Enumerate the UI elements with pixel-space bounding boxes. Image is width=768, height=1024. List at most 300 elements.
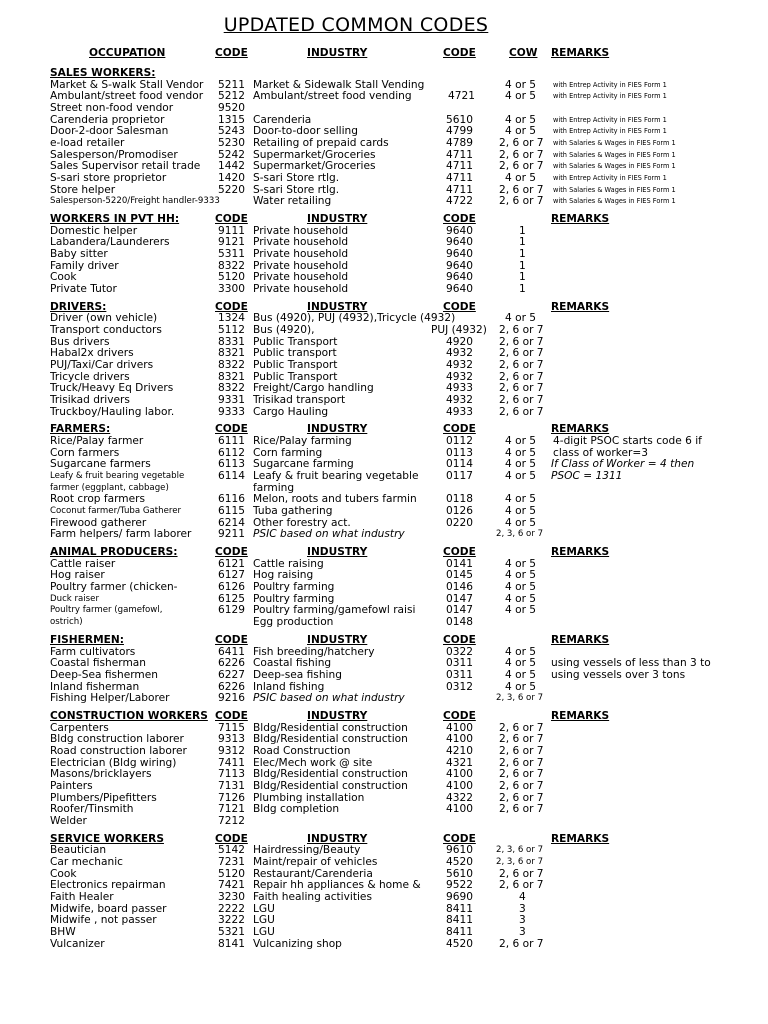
table-row-code: 5112 xyxy=(218,324,245,337)
table-row-occupation: Cook xyxy=(50,271,77,284)
table-row-code2: 4520 xyxy=(446,937,473,950)
table-row-industry: Repair hh appliances & home & xyxy=(253,879,421,892)
col-header-remarks: REMARKS xyxy=(551,832,610,845)
table-row-industry: Poultry farming xyxy=(253,592,335,605)
table-row-cow: 4 or 5 xyxy=(505,470,537,483)
table-row-remarks: 4-digit PSOC starts code 6 if xyxy=(553,435,702,448)
table-row-occupation: Family driver xyxy=(50,259,119,272)
table-row-occupation: Market & S-walk Stall Vendor xyxy=(50,78,204,91)
table-row-cow: 2, 6 or 7 xyxy=(499,195,544,208)
table-row-occupation: Bldg construction laborer xyxy=(50,733,184,746)
table-row-code: 7126 xyxy=(218,791,245,804)
col-header-remarks: REMARKS xyxy=(551,710,610,722)
table-row-occupation: Truck/Heavy Eq Drivers xyxy=(50,382,174,395)
table-row-industry: LGU xyxy=(253,902,275,915)
table-row-code: 8321 xyxy=(218,370,245,383)
table-row-remarks: with Entrep Activity in FIES Form 1 xyxy=(553,92,667,101)
table-row-code2: 9640 xyxy=(446,236,473,249)
table-row-cow: 2, 6 or 7 xyxy=(499,937,544,950)
table-row-industry: Melon, roots and tubers farmin xyxy=(253,493,417,506)
table-row-cow: 2, 3, 6 or 7 xyxy=(496,857,544,867)
table-row-cow: 4 or 5 xyxy=(505,435,537,448)
table-row-cow: 2, 6 or 7 xyxy=(499,359,544,371)
page-title: UPDATED COMMON CODES xyxy=(223,14,489,36)
table-row-industry: Public Transport xyxy=(253,359,338,371)
col-header-remarks: REMARKS xyxy=(551,633,610,646)
table-row-cow: 2, 3, 6 or 7 xyxy=(496,529,544,540)
table-row-code: 6116 xyxy=(218,493,245,506)
table-row-code2: 0311 xyxy=(446,668,473,681)
table-row-code: 8331 xyxy=(218,335,245,348)
col-header-remarks: REMARKS xyxy=(551,300,610,313)
section-title: WORKERS IN PVT HH: xyxy=(50,213,180,225)
table-row-occupation: Car mechanic xyxy=(50,856,123,868)
table-row-code: 5212 xyxy=(218,90,245,103)
table-row-code2: 9640 xyxy=(446,224,473,237)
col-header-remarks: REMARKS xyxy=(551,546,610,559)
table-row-code2: 9640 xyxy=(446,247,473,260)
table-row-code: 6111 xyxy=(218,435,245,448)
table-row-occupation: Poultry farmer (gamefowl, xyxy=(50,605,163,616)
table-row-code2: 4799 xyxy=(446,125,473,138)
table-row-cow: 4 or 5 xyxy=(505,171,537,184)
table-row-industry: Bldg/Residential construction xyxy=(253,779,408,792)
col-header-code2: CODE xyxy=(443,710,476,722)
table-row-code2: 4920 xyxy=(446,335,473,348)
table-row-code2: 0322 xyxy=(446,645,473,658)
table-row-occupation: Rice/Palay farmer xyxy=(50,435,144,448)
table-row-occupation: Root crop farmers xyxy=(50,493,145,506)
table-row-industry: Supermarket/Groceries xyxy=(253,148,376,161)
table-row-cow: 1 xyxy=(519,259,526,272)
table-row-industry: Fish breeding/hatchery xyxy=(253,645,375,658)
table-row-cow: 1 xyxy=(519,247,526,260)
table-row-cow: 2, 6 or 7 xyxy=(499,791,544,804)
table-row-occupation: Farm cultivators xyxy=(50,645,136,658)
table-row-occupation: Transport conductors xyxy=(50,324,162,337)
table-row-occupation: Duck raiser xyxy=(50,593,99,604)
table-row-cow: 3 xyxy=(519,925,526,938)
table-row-code: 1315 xyxy=(218,113,245,126)
table-row-occupation: Carpenters xyxy=(50,721,109,734)
table-row-cow: 2, 6 or 7 xyxy=(499,779,544,792)
table-row-code: 7411 xyxy=(218,756,245,769)
table-row-industry: Market & Sidewalk Stall Vending xyxy=(253,78,425,91)
table-row-code: 9211 xyxy=(218,528,245,541)
table-row-remarks: with Salaries & Wages in FIES Form 1 xyxy=(553,150,676,159)
table-row-occupation: Cattle raiser xyxy=(50,557,116,570)
table-row-code2: 4100 xyxy=(446,721,473,734)
table-row-code2: 8411 xyxy=(446,925,473,938)
table-row-industry: Sugarcane farming xyxy=(253,458,354,471)
table-row-occupation: Electrician (Bldg wiring) xyxy=(50,756,177,769)
table-row-code: 8141 xyxy=(218,937,245,950)
table-row-code: 5242 xyxy=(218,148,245,161)
table-row-code2: 0126 xyxy=(446,505,473,517)
table-row-industry: Hairdressing/Beauty xyxy=(253,844,361,857)
table-row-cow: 3 xyxy=(519,914,526,927)
col-header-code: CODE xyxy=(215,423,248,436)
table-row-industry: Freight/Cargo handling xyxy=(253,382,374,395)
table-row-industry: Cattle raising xyxy=(253,557,324,570)
table-row-code2: 4711 xyxy=(446,171,473,184)
table-row-industry: Cargo Hauling xyxy=(253,405,329,418)
table-row-occupation: ostrich) xyxy=(50,617,83,628)
table-row-code: 7131 xyxy=(218,779,245,792)
table-row-cow: 2, 6 or 7 xyxy=(499,721,544,734)
table-row-cow: 4 or 5 xyxy=(505,78,537,91)
table-row-industry: Coastal fishing xyxy=(253,657,332,670)
table-row-occupation: BHW xyxy=(50,925,76,938)
table-row-cow: 4 or 5 xyxy=(505,557,537,570)
col-header-code2: CODE xyxy=(443,423,476,436)
table-row-cow: 4 or 5 xyxy=(505,113,537,126)
table-row-code2: 4711 xyxy=(446,148,473,161)
table-row-code2: 4711 xyxy=(446,183,473,196)
table-row-code2: 4932 xyxy=(446,359,473,371)
table-row-occupation: Midwife, board passer xyxy=(50,902,167,915)
col-header-code2: CODE xyxy=(443,47,476,59)
table-row-occupation: Vulcanizer xyxy=(50,937,105,950)
table-row-code: 9313 xyxy=(218,733,245,746)
table-row-industry: Bldg/Residential construction xyxy=(253,733,408,746)
table-row-industry: Inland fishing xyxy=(253,680,325,693)
table-row-code: 3230 xyxy=(218,890,245,903)
table-row-code2: 0118 xyxy=(446,493,473,506)
table-row-code: 6227 xyxy=(218,668,245,681)
col-header-code2: CODE xyxy=(443,832,476,845)
table-row-industry: Bldg/Residential construction xyxy=(253,721,408,734)
table-row-code2: 4100 xyxy=(446,779,473,792)
table-row-code2: 4721 xyxy=(448,90,475,103)
table-row-occupation: Faith Healer xyxy=(50,890,114,903)
table-row-cow: 4 or 5 xyxy=(505,493,537,506)
table-row-cow: 4 or 5 xyxy=(505,516,537,529)
table-row-code: 6112 xyxy=(218,446,245,459)
table-row-code2: 4322 xyxy=(446,791,473,804)
table-row-code2: 5610 xyxy=(446,867,473,880)
col-header-remarks: REMARKS xyxy=(551,423,610,436)
table-row-code2: 4932 xyxy=(446,370,473,383)
table-row-code2: 4932 xyxy=(446,347,473,360)
table-row-code2: 0311 xyxy=(446,657,473,670)
table-row-industry: Corn farming xyxy=(253,446,323,459)
table-row-code2: 4520 xyxy=(446,856,473,868)
table-row-code2: 8411 xyxy=(446,914,473,927)
table-row-code: 6129 xyxy=(218,604,245,617)
table-row-occupation: Domestic helper xyxy=(50,224,138,237)
table-row-occupation: Habal2x drivers xyxy=(50,347,134,360)
table-row-cow: 2, 6 or 7 xyxy=(499,879,544,892)
table-row-industry: Private household xyxy=(253,247,349,260)
table-row-remarks: with Entrep Activity in FIES Form 1 xyxy=(553,173,667,182)
section-title: FISHERMEN: xyxy=(50,633,124,646)
table-row-industry: Private household xyxy=(253,236,349,249)
table-row-industry: Elec/Mech work @ site xyxy=(253,756,373,769)
table-row-remarks: class of worker=3 xyxy=(553,446,648,459)
table-row-industry: Plumbing installation xyxy=(253,791,365,804)
col-header-industry: INDUSTRY xyxy=(307,423,368,436)
table-row-code: 2222 xyxy=(218,902,245,915)
table-row-cow: 2, 6 or 7 xyxy=(499,867,544,880)
table-row-code: 6127 xyxy=(218,569,245,582)
table-row-remarks: with Salaries & Wages in FIES Form 1 xyxy=(553,138,676,147)
col-header-industry: INDUSTRY xyxy=(307,300,368,313)
table-row-code: 7115 xyxy=(218,721,245,734)
table-row-occupation: Salesperson/Promodiser xyxy=(50,148,178,161)
table-row-industry: Bus (4920), xyxy=(253,324,315,337)
table-row-occupation: Door-2-door Salesman xyxy=(50,125,169,138)
table-row-code2: 0146 xyxy=(446,581,473,594)
table-row-industry: Vulcanizing shop xyxy=(253,937,342,950)
table-row-code: 8322 xyxy=(218,259,245,272)
table-row-occupation: S-sari store proprietor xyxy=(50,171,167,184)
table-row-cow: 2, 3, 6 or 7 xyxy=(496,845,544,856)
table-row-cow: 2, 6 or 7 xyxy=(499,803,544,816)
table-row-occupation: Inland fisherman xyxy=(50,680,140,693)
table-row-cow: 2, 6 or 7 xyxy=(499,382,544,395)
table-row-remarks: with Salaries & Wages in FIES Form 1 xyxy=(553,185,676,194)
col-header-code: CODE xyxy=(215,832,248,845)
table-row-occupation: Tricycle drivers xyxy=(50,370,130,383)
table-row-code: 7231 xyxy=(218,856,245,868)
table-row-code: 6411 xyxy=(218,645,245,658)
table-row-code2: 4321 xyxy=(446,756,473,769)
table-row-code: 8322 xyxy=(218,359,245,371)
table-row-occupation: Bus drivers xyxy=(50,335,110,348)
table-row-industry: Other forestry act. xyxy=(253,516,351,529)
table-row-code: 5230 xyxy=(218,136,245,149)
table-row-cow: 2, 6 or 7 xyxy=(499,183,544,196)
table-row-code: 6214 xyxy=(218,516,245,529)
table-row-remarks: with Entrep Activity in FIES Form 1 xyxy=(553,115,667,124)
table-row-code: 5120 xyxy=(218,867,245,880)
table-row-occupation: Private Tutor xyxy=(50,282,117,295)
table-row-occupation: Cook xyxy=(50,867,77,880)
col-header-cow: COW xyxy=(509,47,538,59)
section-title: CONSTRUCTION WORKERS xyxy=(50,710,208,722)
table-row-remarks: using vessels of less than 3 to xyxy=(551,657,711,670)
table-row-industry: S-sari Store rtlg. xyxy=(253,171,340,184)
col-header-code: CODE xyxy=(215,633,248,646)
table-row-remarks: with Salaries & Wages in FIES Form 1 xyxy=(553,197,676,206)
table-row-industry: Carenderia xyxy=(253,113,312,126)
table-row-industry: S-sari Store rtlg. xyxy=(253,183,340,196)
table-row-code2: 0117 xyxy=(446,470,473,483)
table-row-industry: Ambulant/street food vending xyxy=(253,90,412,103)
table-row-industry: Trisikad transport xyxy=(253,393,346,406)
section-title: SERVICE WORKERS xyxy=(50,832,164,845)
table-row-occupation: Firewood gatherer xyxy=(50,516,147,529)
col-header-industry: INDUSTRY xyxy=(307,213,368,225)
table-row-industry: Faith healing activities xyxy=(253,890,372,903)
table-row-cow: 4 xyxy=(519,890,526,903)
table-row-industry: Egg production xyxy=(253,616,334,629)
table-row-remarks: with Entrep Activity in FIES Form 1 xyxy=(553,80,667,89)
table-row-cow: 1 xyxy=(519,236,526,249)
table-row-cow: 4 or 5 xyxy=(505,458,537,471)
table-row-cow: 2, 6 or 7 xyxy=(499,335,544,348)
section-title: ANIMAL PRODUCERS: xyxy=(50,546,178,559)
table-row-occupation: Street non-food vendor xyxy=(50,101,174,114)
table-row-code: 7421 xyxy=(218,879,245,892)
table-row-remarks: with Entrep Activity in FIES Form 1 xyxy=(553,127,667,136)
table-row-industry: Bldg completion xyxy=(253,803,340,816)
table-row-cow: 4 or 5 xyxy=(505,125,537,138)
table-row-industry: Poultry farming/gamefowl raisi xyxy=(253,604,416,617)
table-row-occupation: Poultry farmer (chicken- xyxy=(50,581,178,594)
table-row-industry: Supermarket/Groceries xyxy=(253,160,376,173)
table-row-industry: Public Transport xyxy=(253,370,338,383)
table-row-code2: 0147 xyxy=(446,592,473,605)
table-row-code: 8322 xyxy=(218,382,245,395)
table-row-occupation: Beautician xyxy=(50,844,107,857)
table-row-code2: 9640 xyxy=(446,259,473,272)
table-row-code2: 4100 xyxy=(446,768,473,781)
table-row-code: 7121 xyxy=(218,803,245,816)
col-header-code2: CODE xyxy=(443,213,476,225)
table-row-code2: 0145 xyxy=(446,569,473,582)
table-row-code2: 4100 xyxy=(446,733,473,746)
col-header-occupation: OCCUPATION xyxy=(89,47,166,59)
table-row-occupation: Road construction laborer xyxy=(50,744,187,757)
table-row-code2: 0312 xyxy=(446,680,473,693)
table-row-code: 6125 xyxy=(218,592,245,605)
table-row-occupation: Coastal fisherman xyxy=(50,657,146,670)
table-row-cow: 2, 6 or 7 xyxy=(499,405,544,418)
table-row-industry: Maint/repair of vehicles xyxy=(253,856,378,868)
col-header-code: CODE xyxy=(215,47,248,59)
table-row-code: 5321 xyxy=(218,925,245,938)
table-row-code2: 9522 xyxy=(446,879,473,892)
table-row-occupation: Store helper xyxy=(50,183,116,196)
table-row-code: 6126 xyxy=(218,581,245,594)
table-row-code: 5311 xyxy=(218,247,245,260)
table-row-occupation: Hog raiser xyxy=(50,569,105,582)
table-row-code2: 9640 xyxy=(446,271,473,284)
col-header-industry: INDUSTRY xyxy=(307,546,368,559)
table-row-cow: 2, 6 or 7 xyxy=(499,756,544,769)
table-row-occupation: Deep-Sea fishermen xyxy=(50,668,158,681)
table-row-industry: PSIC based on what industry xyxy=(253,692,405,705)
table-row-industry: farming xyxy=(253,481,295,494)
table-row-code: 6115 xyxy=(218,505,245,517)
table-row-code2: 0112 xyxy=(446,435,473,448)
table-row-code: 1420 xyxy=(218,171,245,184)
table-row-cow: 4 or 5 xyxy=(505,645,537,658)
table-row-code2: 4722 xyxy=(446,195,473,208)
table-row-code2: 9610 xyxy=(446,844,473,857)
col-header-code: CODE xyxy=(215,710,248,722)
table-row-cow: 2, 6 or 7 xyxy=(499,160,544,173)
table-row-industry: Private household xyxy=(253,282,349,295)
table-row-industry: Private household xyxy=(253,271,349,284)
table-row-code2: 0141 xyxy=(446,557,473,570)
table-row-code: 9111 xyxy=(218,224,245,237)
table-row-industry: Road Construction xyxy=(253,744,351,757)
table-row-industry: Restaurant/Carenderia xyxy=(253,867,373,880)
table-row-cow: 4 or 5 xyxy=(505,505,537,517)
table-row-cow: 4 or 5 xyxy=(505,90,537,103)
table-row-code: 5142 xyxy=(218,844,245,857)
table-row-cow: 1 xyxy=(519,224,526,237)
table-row-cow: 4 or 5 xyxy=(505,446,537,459)
table-row-occupation: Driver (own vehicle) xyxy=(50,312,158,325)
table-row-code2: 4789 xyxy=(446,136,473,149)
table-row-occupation: Electronics repairman xyxy=(50,879,166,892)
table-row-code: 3300 xyxy=(218,282,245,295)
table-row-code: 1442 xyxy=(218,160,245,173)
table-row-code: 9121 xyxy=(218,236,245,249)
table-row-cow: 4 or 5 xyxy=(505,604,537,617)
table-row-code: 6121 xyxy=(218,557,245,570)
table-row-industry: Private household xyxy=(253,224,349,237)
table-row-cow: 2, 6 or 7 xyxy=(499,136,544,149)
table-row-code: 9333 xyxy=(218,405,245,418)
table-row-industry: LGU xyxy=(253,914,275,927)
table-row-occupation: Carenderia proprietor xyxy=(50,113,165,126)
table-row-occupation: Painters xyxy=(50,779,93,792)
table-row-code: 8321 xyxy=(218,347,245,360)
table-row-code: 3222 xyxy=(218,914,245,927)
table-row-industry: Door-to-door selling xyxy=(253,125,358,138)
table-row-cow: 2, 6 or 7 xyxy=(499,733,544,746)
table-row-industry: Deep-sea fishing xyxy=(253,668,342,681)
table-row-cow: 4 or 5 xyxy=(505,592,537,605)
table-row-code: 6114 xyxy=(218,470,245,483)
section-title: DRIVERS: xyxy=(50,300,107,313)
table-row-cow: 2, 6 or 7 xyxy=(499,370,544,383)
table-row-code: 5243 xyxy=(218,125,245,138)
col-header-remarks: REMARKS xyxy=(551,213,610,225)
table-row-industry: Tuba gathering xyxy=(253,505,333,517)
table-row-occupation: Truckboy/Hauling labor. xyxy=(50,405,175,418)
section-title: SALES WORKERS: xyxy=(50,67,156,79)
table-row-code2: 4933 xyxy=(446,382,473,395)
col-header-code: CODE xyxy=(215,300,248,313)
table-row-cow: 4 or 5 xyxy=(505,668,537,681)
table-row-occupation: Sales Supervisor retail trade xyxy=(50,160,201,173)
table-row-industry: Water retailing xyxy=(253,195,332,208)
table-row-industry: Bus (4920), PUJ (4932),Tricycle (4932) xyxy=(253,312,456,325)
table-row-industry: Bldg/Residential construction xyxy=(253,768,408,781)
table-row-industry: LGU xyxy=(253,925,275,938)
table-row-cow: 2, 6 or 7 xyxy=(499,324,544,337)
table-row-code2: 0113 xyxy=(446,446,473,459)
table-row-industry: Hog raising xyxy=(253,569,314,582)
table-row-code: 6113 xyxy=(218,458,245,471)
table-row-occupation: Farm helpers/ farm laborer xyxy=(50,528,192,541)
table-row-occupation: Corn farmers xyxy=(50,446,120,459)
table-row-industry: Poultry farming xyxy=(253,581,335,594)
table-row-code: 6226 xyxy=(218,657,245,670)
table-row-cow: 2, 3, 6 or 7 xyxy=(496,693,544,704)
table-row-occupation: e-load retailer xyxy=(50,136,125,149)
table-row-industry: PSIC based on what industry xyxy=(253,528,405,541)
table-row-occupation: Welder xyxy=(50,814,87,827)
col-header-code2: CODE xyxy=(443,633,476,646)
table-row-cow: 3 xyxy=(519,902,526,915)
table-row-occupation: Plumbers/Pipefitters xyxy=(50,791,157,804)
table-row-cow: 2, 6 or 7 xyxy=(499,148,544,161)
table-row-cow: 1 xyxy=(519,282,526,295)
table-row-code2: 0148 xyxy=(446,616,473,629)
table-row-code2: 4210 xyxy=(446,744,473,757)
table-row-industry: Private household xyxy=(253,259,349,272)
table-row-occupation: Baby sitter xyxy=(50,247,108,260)
table-row-code: 7212 xyxy=(218,814,245,827)
table-row-code: 7113 xyxy=(218,768,245,781)
